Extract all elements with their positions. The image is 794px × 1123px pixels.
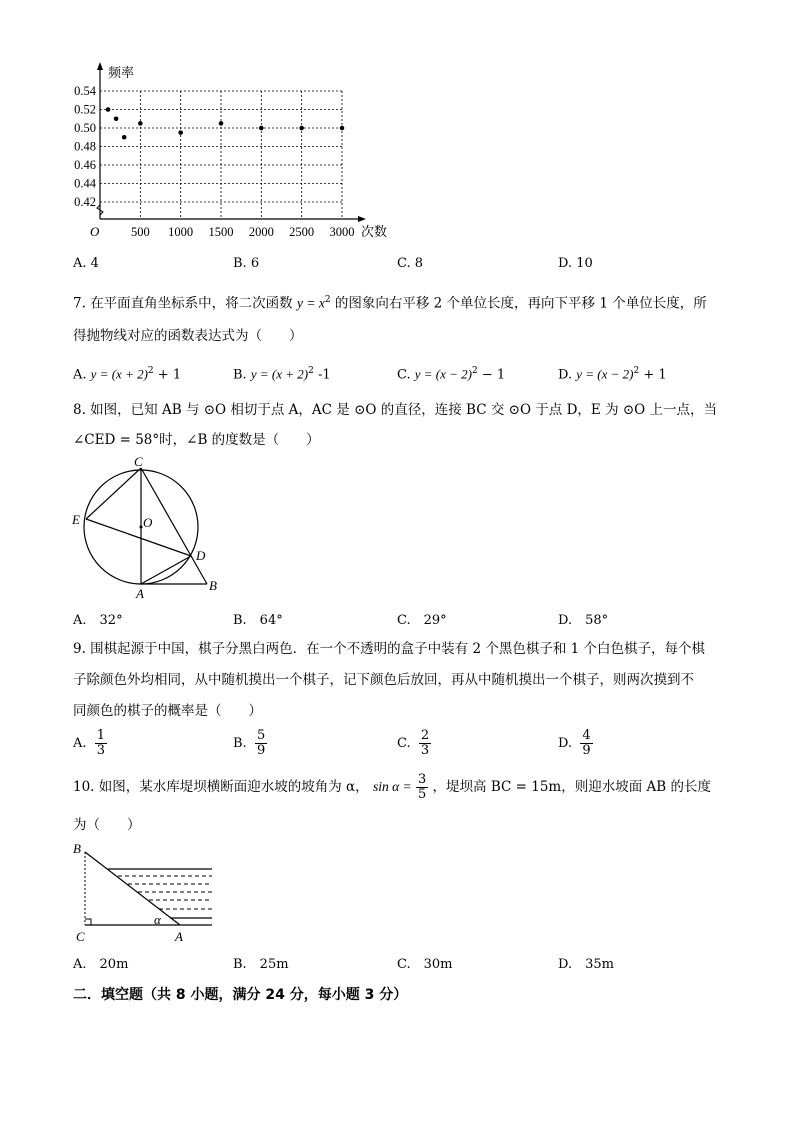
q7-function: y = x [296,295,325,311]
fraction: $\frac{2}{3}$ [420,728,430,758]
q10-fraction: $\frac{3}{5}$ [417,772,427,802]
q6-option-d[interactable]: D. 10 [558,256,593,271]
q10-option-b[interactable]: B. 25m [233,957,289,972]
q7-text-a: 在平面直角坐标系中，将二次函数 [90,295,293,312]
q7-option-d[interactable]: D. $y = (x - 2)^2 + 1$ [558,366,667,383]
x-tick-label: 500 [130,225,150,239]
origin-label: O [90,224,100,239]
fraction: $\frac{4}{9}$ [582,728,591,758]
q9-option-a[interactable]: A. $\frac{1}{3}$ [73,728,106,758]
q9-stem-line3: 同颜色的棋子的概率是（ ） [73,703,262,719]
fraction: $\frac{1}{3}$ [96,728,106,758]
q10-option-a[interactable]: A. 20m [73,957,129,972]
q10-stem-line2: 为（ ） [73,817,141,833]
y-tick-label: 0.54 [74,84,96,98]
q8-circle-figure [68,455,228,600]
q7-stem-line2: 得抛物线对应的函数表达式为（ ） [73,328,303,344]
x-tick-label: 2000 [248,225,274,239]
fraction: $\frac{5}{9}$ [256,728,266,758]
q7-number: 7. [73,295,86,312]
q9-option-b[interactable]: B. $\frac{5}{9}$ [233,728,266,758]
label-a: A [175,929,183,944]
y-axis-arrow [97,62,103,70]
label-c: C [76,929,85,944]
y-tick-label: 0.52 [74,102,96,117]
q10-dam-figure [70,838,220,948]
data-point [178,130,183,135]
data-point [340,126,345,131]
y-tick-label: 0.48 [74,139,96,154]
label-b: B [73,841,81,856]
label-a: A [136,586,144,600]
slope-ab [85,852,180,925]
q10-text-b: ，堤坝高 BC = 15m，则迎水坡面 AB 的长度 [432,779,711,795]
q10-stem [73,772,711,802]
data-point [114,116,119,121]
q9-stem-line2: 子除颜色外均相同，从中随机摸出一个棋子，记下颜色后放回，再从中随机摸出一个棋子，则两次摸到不 [73,672,694,688]
x-tick-label: 1000 [168,225,194,239]
q7-stem [73,293,707,311]
right-angle-marker [85,919,91,925]
q7-text-b: 的图象向右平移 2 个单位长度，再向下平移 1 个单位长度，所 [334,295,707,312]
frequency-scatter-chart [60,60,400,245]
q8-option-d[interactable]: D. 58° [558,613,609,628]
label-o: O [143,515,153,530]
q7-option-a[interactable]: A. $y = (x + 2)^2 + 1$ [73,366,182,383]
data-point [219,121,224,126]
q7-option-b[interactable]: B. $y = (x + 2)^2$ -1 [233,366,331,383]
q7-function-exp: 2 [324,295,331,305]
line-ed [86,519,191,556]
y-tick-label: 0.50 [74,121,96,135]
q10-option-d[interactable]: D. 35m [558,957,614,972]
q8-stem: 8. 如图，已知 AB 与 ⊙O 相切于点 A，AC 是 ⊙O 的直径，连接 BC 交 ⊙O 于点 D，E 为 ⊙O 上一点，当 [73,402,718,418]
label-alpha: α [154,912,161,927]
y-axis-label: 频率 [108,65,135,80]
q10-option-c[interactable]: C. 30m [397,957,453,972]
data-point [122,135,127,140]
data-point [259,126,264,131]
x-tick-label: 2500 [289,225,315,239]
line-ad [141,556,191,584]
x-axis-arrow [358,216,366,222]
q6-option-c[interactable]: C. 8 [397,256,424,271]
label-b: B [209,578,217,593]
x-tick-label: 1500 [208,225,234,239]
label-c: C [134,455,143,469]
q8-stem-line2: ∠CED = 58°时，∠B 的度数是（ ） [73,432,320,448]
q7-option-c[interactable]: C. $y = (x - 2)^2 - 1$ [397,366,506,383]
q8-option-a[interactable]: A. 32° [73,613,123,628]
x-tick-label: 3000 [329,225,355,239]
q9-stem: 9. 围棋起源于中国，棋子分黑白两色．在一个不透明的盒子中装有 2 个黑色棋子和 1 个白色棋子，每个棋 [73,641,706,657]
q9-option-c[interactable]: C. $\frac{2}{3}$ [397,728,430,758]
label-e: E [72,512,80,527]
section-heading: 二．填空题（共 8 小题，满分 24 分，每小题 3 分） [73,987,408,1003]
q9-option-d[interactable]: D. $\frac{4}{9}$ [558,728,591,758]
q10-text-a: 10. 如图，某水库堤坝横断面迎水坡的坡角为 α， [73,779,369,795]
data-point [106,107,111,112]
q10-sin: sin α = [372,779,412,794]
y-tick-label: 0.46 [74,158,96,172]
label-d: D [196,548,206,563]
y-tick-label: 0.42 [74,195,96,209]
y-tick-label: 0.44 [74,176,96,191]
q8-option-c[interactable]: C. 29° [397,613,447,628]
x-axis-label: 次数 [361,224,388,239]
q6-option-b[interactable]: B. 6 [233,256,260,271]
q8-option-b[interactable]: B. 64° [233,613,283,628]
q6-option-a[interactable]: A. 4 [73,256,99,271]
data-point [299,126,304,131]
data-point [138,121,143,126]
